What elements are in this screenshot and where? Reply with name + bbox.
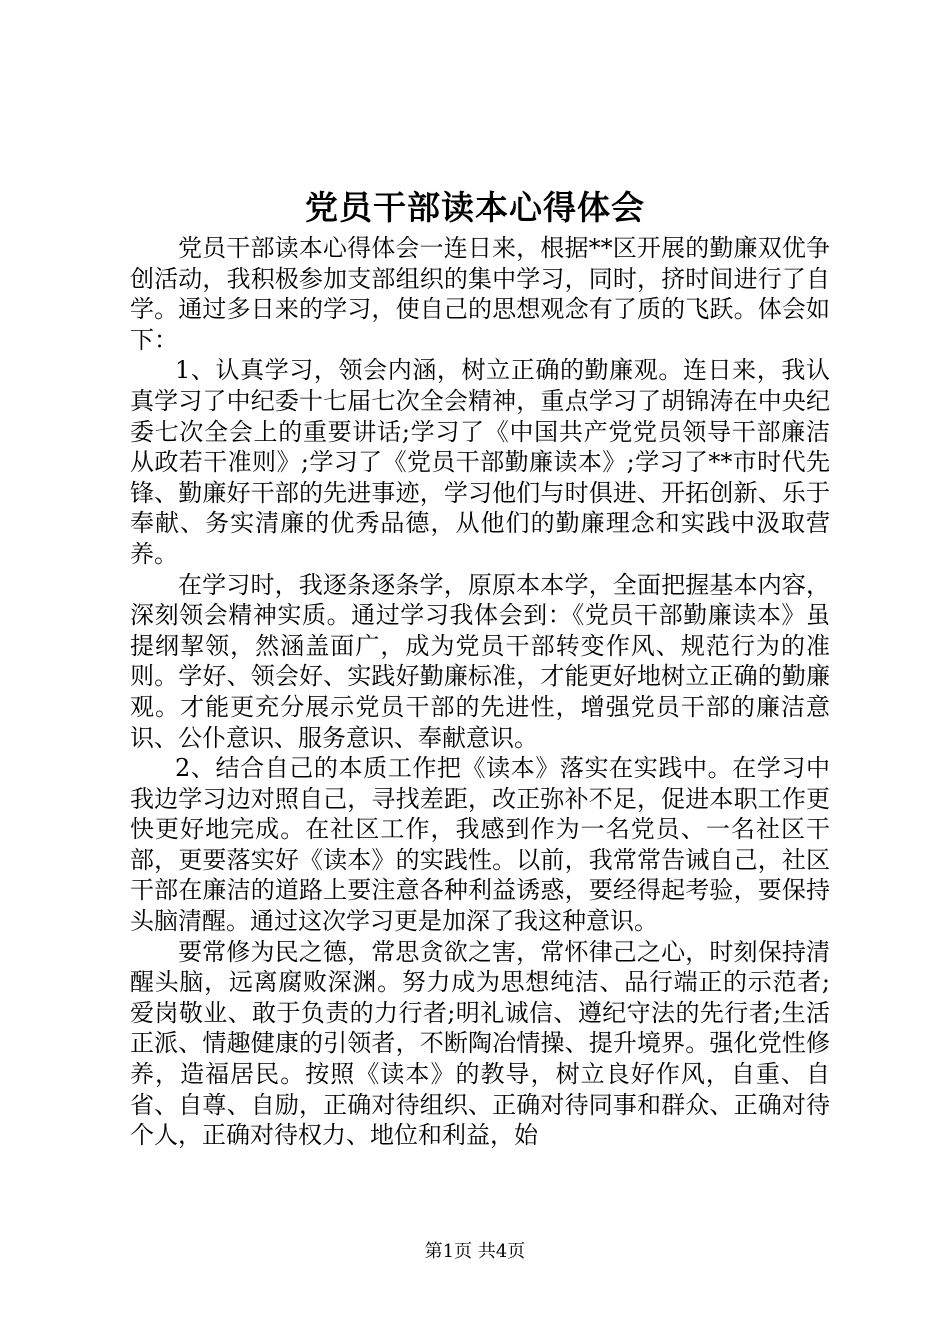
paragraph-virtue: 要常修为民之德，常思贪欲之害，常怀律己之心，时刻保持清醒头脑，远离腐败深渊。努力成为思想纯洁、品行端正的示范者;爱岗敬业、敢于负责的力行者;明礼诚信、遵纪守法的先行者;生活正派、情趣健康的引领者，不断陶冶情操、提升境界。强化党性修养，造福居民。按照《读本》的教导，树立良好作风，自重、自省、自尊、自励，正确对待组织、正确对待同事和群众、正确对待个人，正确对待权力、地位和利益，始 xyxy=(130,937,830,1150)
document-title: 党员干部读本心得体会 xyxy=(305,188,645,227)
paragraph-point-1: 1、认真学习，领会内涵，树立正确的勤廉观。连日来，我认真学习了中纪委十七届七次全会精神，重点学习了胡锦涛在中央纪委七次全会上的重要讲话;学习了《中国共产党党员领导干部廉洁从政若干准则》;学习了《党员干部勤廉读本》;学习了**市时代先锋、勤廉好干部的先进事迹，学习他们与时俱进、开拓创新、乐于奉献、务实清廉的优秀品德，从他们的勤廉理念和实践中汲取营养。 xyxy=(130,356,830,568)
page-footer: 第1页 共4页 xyxy=(424,1241,526,1262)
document-body xyxy=(130,233,830,1151)
paragraph-point-2: 2、结合自己的本质工作把《读本》落实在实践中。在学习中我边学习边对照自己，寻找差距，改正弥补不足，促进本职工作更快更好地完成。在社区工作，我感到作为一名党员、一名社区干部，更要落实好《读本》的实践性。以前，我常常告诫自己，社区干部在廉洁的道路上要注意各种利益诱惑，要经得起考验，要保持头脑清醒。通过这次学习更是加深了我这种意识。 xyxy=(130,754,830,936)
paragraph-study: 在学习时，我逐条逐条学，原原本本学，全面把握基本内容，深刻领会精神实质。通过学习我体会到：《党员干部勤廉读本》虽提纲挈领，然涵盖面广，成为党员干部转变作风、规范行为的准则。学好、领会好、实践好勤廉标准，才能更好地树立正确的勤廉观。才能更充分展示党员干部的先进性，增强党员干部的廉洁意识、公仆意识、服务意识、奉献意识。 xyxy=(130,570,830,752)
paragraph-intro: 党员干部读本心得体会一连日来，根据**区开展的勤廉双优争创活动，我积极参加支部组织的集中学习，同时，挤时间进行了自学。通过多日来的学习，使自己的思想观念有了质的飞跃。体会如下： xyxy=(130,234,830,354)
